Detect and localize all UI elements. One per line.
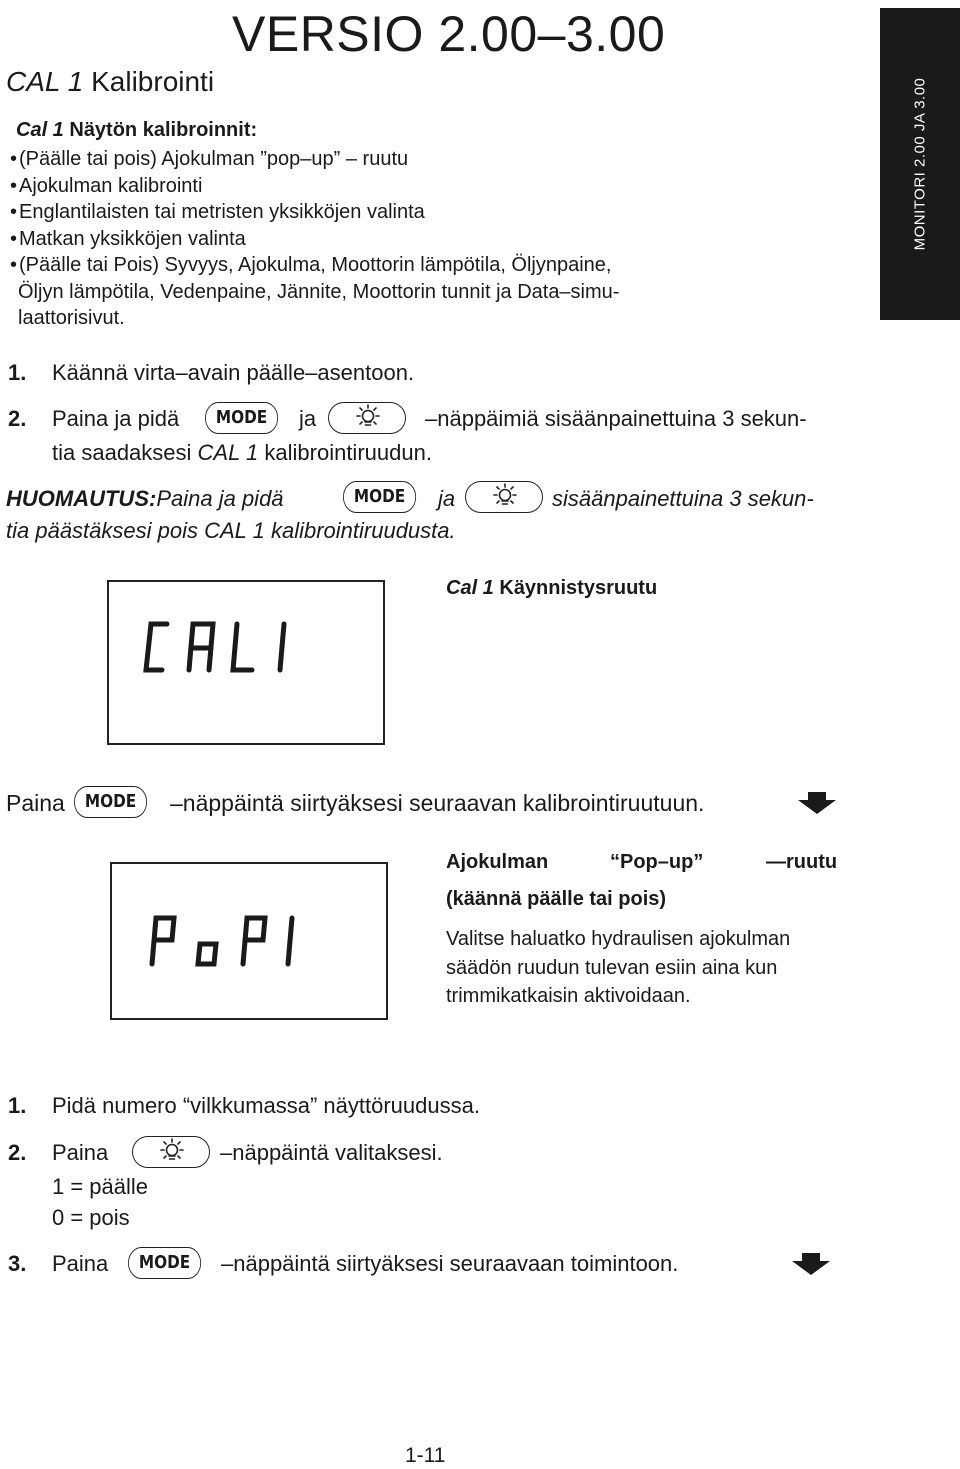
version-title: VERSIO 2.00–3.00	[232, 6, 666, 62]
intro-heading-italic: Cal 1	[16, 119, 64, 141]
step2-text-b: ja	[299, 406, 317, 431]
page-number: 1-11	[405, 1444, 446, 1467]
light-bulb-icon	[465, 481, 543, 513]
press-next-text-b: –näppäintä siirtyäksesi seuraavan kalibrointiruutuun.	[170, 790, 705, 816]
bottom-step2-number: 2.	[8, 1140, 27, 1165]
bottom-step3-text-a: Paina	[52, 1251, 109, 1276]
list-item: • Ajokulman kalibrointi	[10, 173, 790, 200]
down-arrow-icon	[790, 1251, 832, 1277]
lcd-digits-cal1	[109, 582, 383, 743]
intro-heading-rest: Näytön kalibroinnit:	[63, 119, 258, 141]
light-bulb-icon	[132, 1136, 210, 1168]
bottom-step1-number: 1.	[8, 1093, 27, 1118]
bottom-step3-text-b: –näppäintä siirtyäksesi seuraavaan toimintoon.	[221, 1251, 679, 1276]
mode-key-icon: MODE	[205, 402, 278, 434]
list-item: • (Päälle tai Pois) Syvyys, Ajokulma, Moottorin lämpötila, Öljynpaine,	[10, 252, 790, 279]
list-item-continuation: laattorisivut.	[18, 307, 125, 329]
bottom-step2-text-a: Paina	[52, 1140, 109, 1165]
note-text-b: ja	[438, 486, 456, 511]
light-bulb-icon	[328, 402, 406, 434]
intro-heading	[16, 117, 257, 143]
section-title-rest: Kalibrointi	[83, 66, 215, 97]
lcd-digits-pop1	[112, 864, 386, 1018]
bottom-step2-text-b: –näppäintä valitaksesi.	[220, 1140, 443, 1165]
bottom-step3-number: 3.	[8, 1251, 27, 1276]
list-item: • Matkan yksikköjen valinta	[10, 226, 790, 253]
note-line2: tia päästäksesi pois CAL 1 kalibrointiruudusta.	[6, 518, 456, 543]
down-arrow-icon	[796, 790, 838, 816]
note-line1	[6, 484, 284, 514]
step2-text-d-a: tia saadaksesi	[52, 440, 198, 465]
list-item: • (Päälle tai pois) Ajokulman ”pop–up” – ruutu	[10, 146, 790, 173]
step2-text-d	[52, 438, 432, 468]
bottom-step2-off: 0 = pois	[52, 1205, 130, 1230]
popup-title-b: “Pop–up”	[610, 851, 704, 873]
note-label: HUOMAUTUS:	[6, 486, 157, 511]
note-text-c: sisäänpainettuina 3 sekun-	[552, 486, 814, 511]
cal1-caption-rest: Käynnistysruutu	[493, 577, 658, 599]
bottom-step1-text: Pidä numero “vilkkumassa” näyttöruudussa.	[52, 1093, 480, 1118]
lcd-screen-pop1	[110, 862, 388, 1020]
popup-desc-line: trimmikatkaisin aktivoidaan.	[446, 985, 691, 1007]
intro-bullet-list	[10, 146, 790, 332]
mode-key-icon: MODE	[128, 1247, 201, 1279]
step2-text-a: Paina ja pidä	[52, 406, 180, 431]
step2-text-d-italic: CAL 1	[197, 440, 259, 465]
popup-desc-line: Valitse haluatko hydraulisen ajokulman	[446, 928, 791, 950]
step1-number: 1.	[8, 360, 27, 385]
popup-subtitle: (käännä päälle tai pois)	[446, 888, 667, 910]
lcd-screen-cal1	[107, 580, 385, 745]
step2-text-c: –näppäimiä sisäänpainettuina 3 sekun-	[425, 406, 807, 431]
press-next-text-a: Paina	[6, 790, 65, 816]
cal1-caption	[446, 575, 657, 601]
sidebar-tab	[880, 8, 960, 320]
step2-text-d-b: kalibrointiruudun.	[258, 440, 432, 465]
list-item-continuation: Öljyn lämpötila, Vedenpaine, Jännite, Moottorin tunnit ja Data–simu-	[18, 280, 620, 303]
step1-text: Käännä virta–avain päälle–asentoon.	[52, 360, 415, 385]
bottom-step2-on: 1 = päälle	[52, 1174, 149, 1199]
section-title	[6, 64, 214, 100]
step2-number: 2.	[8, 406, 27, 431]
sidebar-label: MONITORI 2.00 JA 3.00	[911, 77, 929, 251]
popup-title-a: Ajokulman	[446, 851, 549, 873]
cal1-caption-italic: Cal 1	[446, 577, 494, 599]
section-title-italic: CAL 1	[6, 66, 84, 97]
mode-key-icon: MODE	[74, 786, 147, 818]
popup-title-c: —ruutu	[766, 851, 838, 873]
list-item: • Englantilaisten tai metristen yksikköjen valinta	[10, 199, 790, 226]
mode-key-icon: MODE	[343, 481, 416, 513]
popup-desc-line: säädön ruudun tulevan esiin aina kun	[446, 957, 778, 979]
note-text-a: Paina ja pidä	[156, 486, 284, 511]
